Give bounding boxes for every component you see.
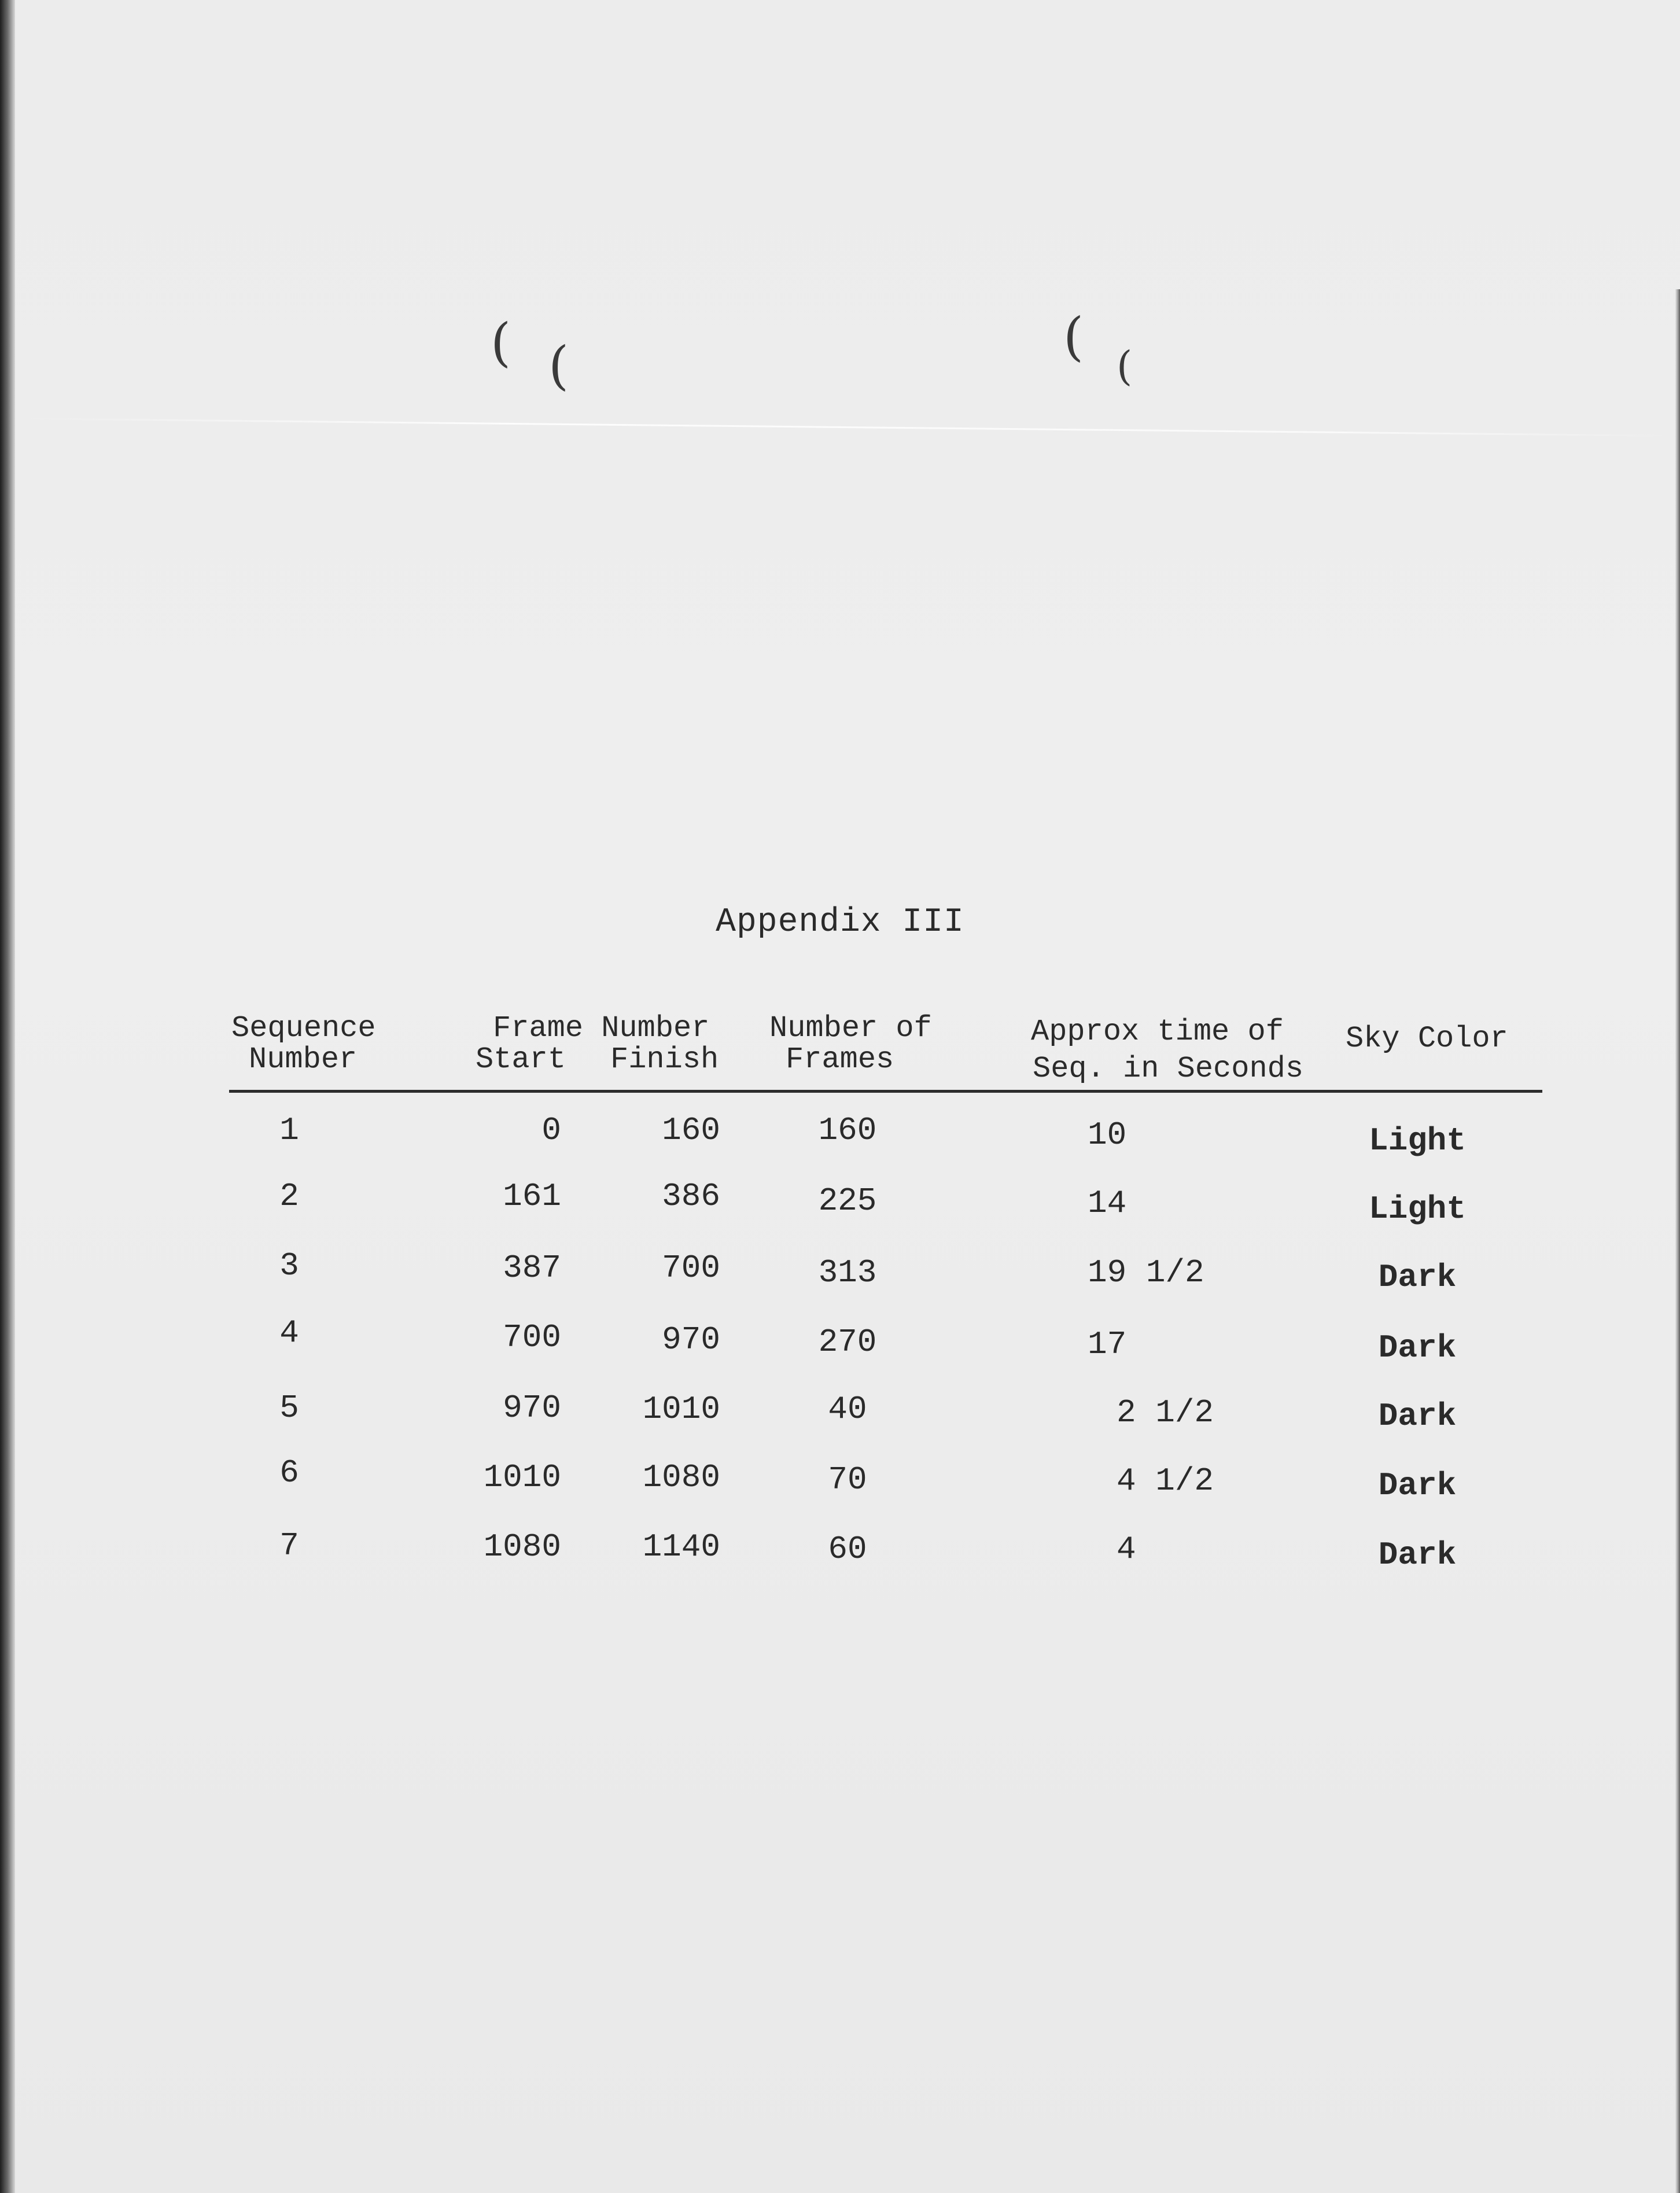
page-title: Appendix III	[716, 904, 964, 941]
cell-finish: 1140	[642, 1528, 720, 1565]
header-seconds: Seq. in Seconds	[1033, 1052, 1304, 1086]
punch-mark: (	[1117, 342, 1133, 390]
cell-finish: 700	[662, 1250, 720, 1287]
cell-time: 14	[1088, 1185, 1127, 1222]
cell-sequence: 4	[279, 1314, 299, 1351]
cell-start: 387	[503, 1250, 561, 1287]
cell-frames: 225	[818, 1182, 877, 1219]
cell-sequence: 1	[279, 1112, 299, 1149]
cell-time: 4 1/2	[1117, 1462, 1214, 1499]
cell-start: 1010	[483, 1459, 561, 1496]
punch-mark: (	[491, 312, 511, 373]
scan-edge-left	[0, 0, 15, 2193]
punch-mark: (	[1063, 307, 1084, 367]
header-start: Start	[476, 1042, 566, 1077]
scan-edge-right	[1675, 289, 1680, 2193]
cell-sky-color: Dark	[1378, 1467, 1457, 1504]
header-rule	[229, 1090, 1542, 1093]
cell-sky-color: Light	[1368, 1191, 1467, 1228]
header-approx-time: Approx time of	[1031, 1015, 1284, 1049]
cell-sky-color: Dark	[1378, 1536, 1457, 1573]
cell-time: 10	[1088, 1116, 1127, 1153]
cell-sequence: 3	[279, 1247, 299, 1284]
cell-frames: 70	[828, 1461, 867, 1498]
cell-start: 700	[503, 1319, 561, 1356]
cell-time: 17	[1088, 1326, 1127, 1363]
cell-time: 19 1/2	[1088, 1254, 1204, 1291]
cell-finish: 160	[662, 1112, 720, 1149]
header-sequence-line1: Sequence	[231, 1011, 376, 1045]
cell-frames: 160	[818, 1112, 877, 1149]
header-sequence-line2: Number	[249, 1042, 358, 1077]
cell-finish: 386	[662, 1178, 720, 1215]
header-frames: Frames	[786, 1042, 894, 1077]
cell-sky-color: Dark	[1378, 1259, 1457, 1296]
cell-sequence: 5	[279, 1389, 299, 1427]
cell-time: 4	[1117, 1531, 1136, 1568]
cell-frames: 40	[828, 1391, 867, 1428]
cell-start: 970	[503, 1389, 561, 1427]
punch-mark: (	[548, 336, 569, 396]
cell-frames: 270	[818, 1324, 877, 1361]
cell-sky-color: Dark	[1378, 1329, 1457, 1366]
cell-finish: 970	[662, 1321, 720, 1358]
paper-fold-line	[15, 418, 1675, 437]
cell-finish: 1010	[642, 1391, 720, 1428]
cell-sequence: 7	[279, 1527, 299, 1564]
header-finish: Finish	[610, 1042, 719, 1077]
cell-frames: 313	[818, 1254, 877, 1291]
cell-sequence: 2	[279, 1178, 299, 1215]
cell-sky-color: Dark	[1378, 1398, 1457, 1435]
header-number-of: Number of	[769, 1011, 932, 1045]
cell-frames: 60	[828, 1531, 867, 1568]
cell-finish: 1080	[642, 1459, 720, 1496]
header-frame-number: Frame Number	[493, 1011, 710, 1045]
cell-time: 2 1/2	[1117, 1394, 1214, 1431]
cell-sky-color: Light	[1368, 1122, 1467, 1159]
cell-sequence: 6	[279, 1454, 299, 1491]
cell-start: 1080	[483, 1528, 561, 1565]
header-sky-color: Sky Color	[1346, 1022, 1508, 1056]
cell-start: 0	[541, 1112, 561, 1149]
cell-start: 161	[503, 1178, 561, 1215]
